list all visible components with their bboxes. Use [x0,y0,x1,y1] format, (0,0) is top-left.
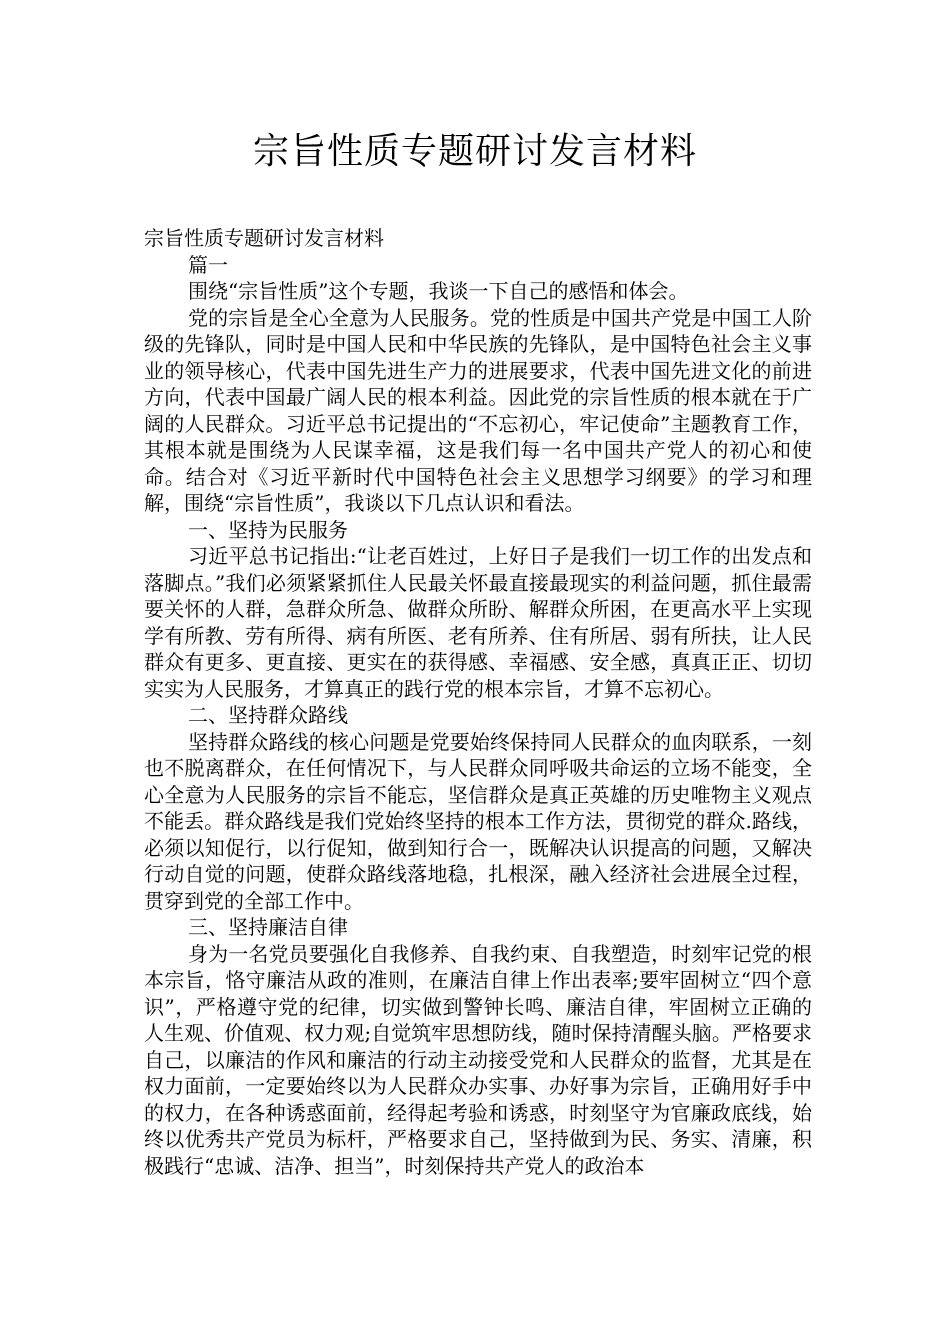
paragraph: 篇一 [188,252,228,277]
paragraph: 党的宗旨是全心全意为人民服务。党的性质是中国共产党是中国工人阶级的先锋队，同时是中国人民和中华民族的先锋队，是中国特色社会主义事业的领导核心，代表中国先进生产力的进展要求，代表中国先进文化的前进方向，代表中国最广阔人民的根本利益。因此党的宗旨性质的根本就在于广阔的人民群众。习近平总书记提出的“不忘初心，牢记使命”主题教育工作，其根本就是围绕为人民谋幸福，这是我们每一名中国共产党人的初心和使命。结合对《习近平新时代中国特色社会主义思想学习纲要》的学习和理解，围绕“宗旨性质”，我谈以下几点认识和看法。 [144,305,812,515]
document-body [144,225,812,1179]
paragraph: 一、坚持为民服务 [188,517,348,542]
document-subtitle: 宗旨性质专题研讨发言材料 [144,226,384,250]
document-title: 宗旨性质专题研讨发言材料 [252,131,697,172]
paragraph: 身为一名党员要强化自我修养、自我约束、自我塑造，时刻牢记党的根本宗旨，恪守廉洁从政的准则，在廉洁自律上作出表率;要牢固树立“四个意识”，严格遵守党的纪律，切实做到警钟长鸣、廉洁自律，牢固树立正确的人生观、价值观、权力观;自觉筑牢思想防线，随时保持清醒头脑。严格要求自己，以廉洁的作风和廉洁的行动主动接受党和人民群众的监督，尤其是在权力面前，一定要始终以为人民群众办实事、办好事为宗旨，正确用好手中的权力，在各种诱惑面前，经得起考验和诱惑，时刻坚守为官廉政底线，始终以优秀共产党员为标杆，严格要求自己，坚持做到为民、务实、清廉，积极践行“忠诚、洁净、担当”，时刻保持共产党人的政治本 [144,941,812,1178]
paragraph: 围绕“宗旨性质”这个专题，我谈一下自己的感悟和体会。 [188,279,689,303]
paragraph: 三、坚持廉洁自律 [188,915,348,939]
paragraph: 坚持群众路线的核心问题是党要始终保持同人民群众的血肉联系，一刻也不脱离群众，在任何情况下，与人民群众同呼吸共命运的立场不能变，全心全意为人民服务的宗旨不能忘，坚信群众是真正英雄的历史唯物主义观点不能丢。群众路线是我们党始终坚持的根本工作方法，贯彻党的群众.路线，必须以知促行，以行促知，做到知行合一，既解决认识提高的问题，又解决行动自觉的问题，使群众路线落地稳，扎根深，融入经济社会进展全过程，贯穿到党的全部工作中。 [144,729,812,913]
paragraph: 二、坚持群众路线 [188,703,348,727]
paragraph: 习近平总书记指出:“让老百姓过，上好日子是我们一切工作的出发点和落脚点。”我们必须紧紧抓住人民最关怀最直接最现实的利益问题，抓住最需要关怀的人群，急群众所急、做群众所盼、解群众所困，在更高水平上实现学有所教、劳有所得、病有所医、老有所养、住有所居、弱有所扶，让人民群众有更多、更直接、更实在的获得感、幸福感、安全感，真真正正、切切实实为人民服务，才算真正的践行党的根本宗旨，才算不忘初心。 [144,544,812,701]
